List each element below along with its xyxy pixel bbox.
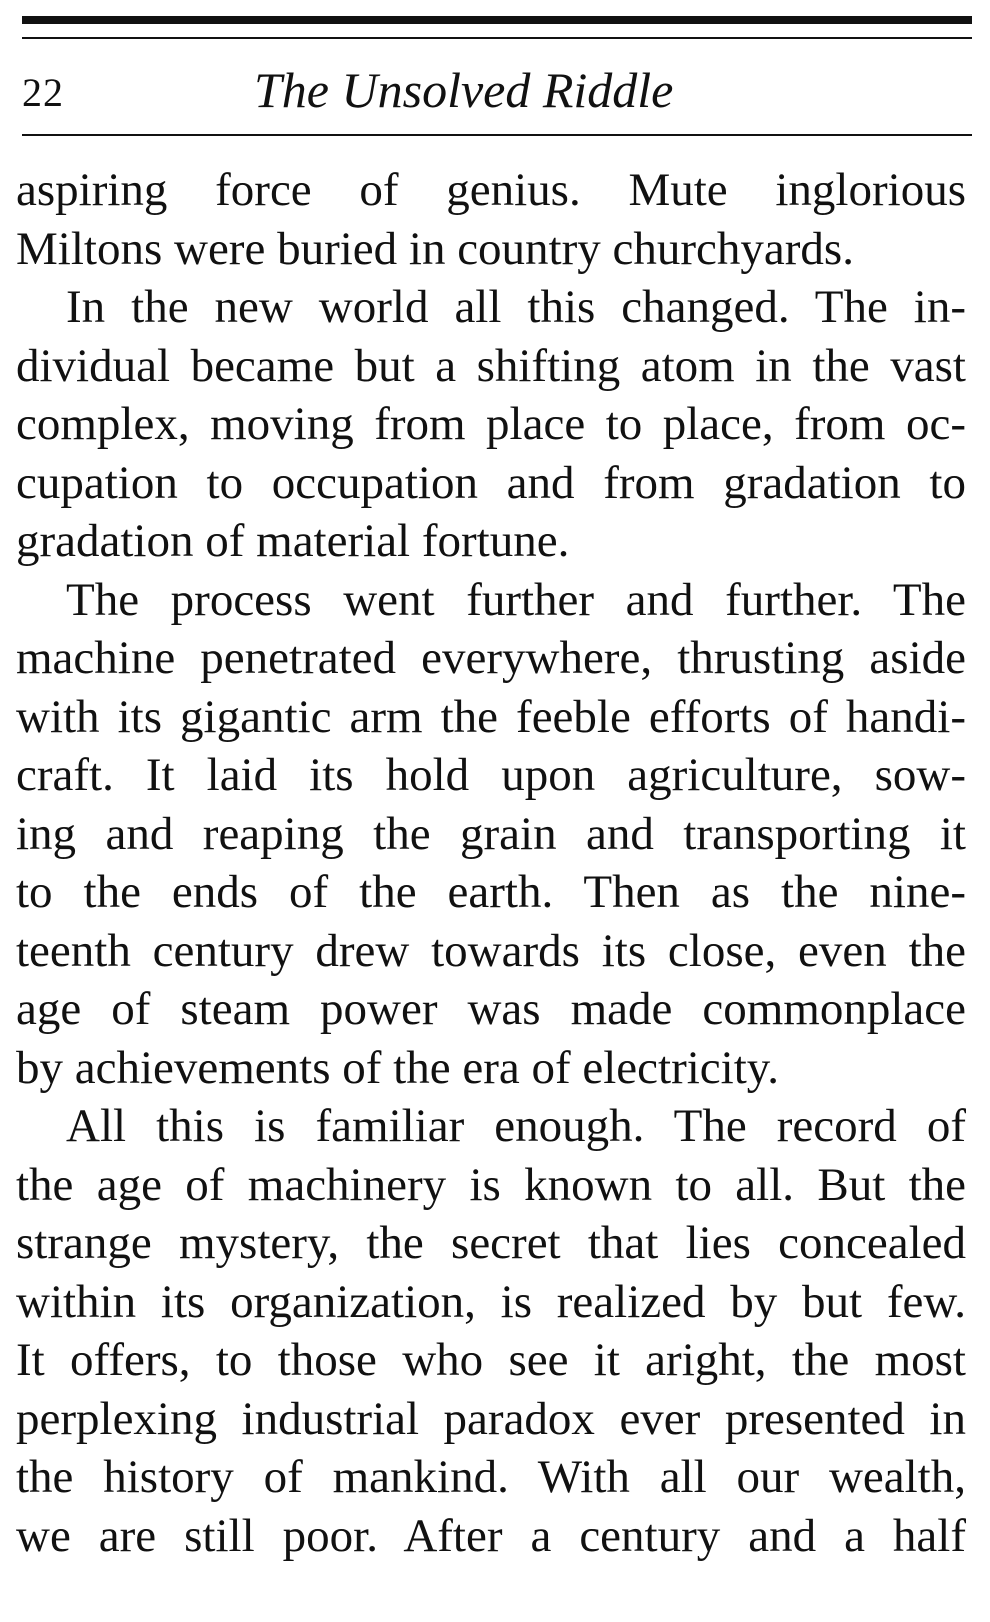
text-line: we are still poor. After a century and a half [16, 1509, 966, 1562]
text-line: gradation of material fortune. [16, 515, 570, 567]
text-line: It offers, to those who see it aright, the most [16, 1334, 966, 1386]
text-line: age of steam power was made commonplace [16, 983, 966, 1035]
text-line: aspiring force of genius. Mute inglorious [16, 164, 966, 216]
text-line: perplexing industrial paradox ever presented in [16, 1392, 966, 1445]
running-title: The Unsolved Riddle [254, 62, 674, 118]
text-line: strange mystery, the secret that lies concealed [16, 1217, 966, 1269]
text-line: craft. It laid its hold upon agriculture, sow- [16, 749, 966, 801]
body-text [16, 161, 966, 1565]
header-rule-thick [22, 16, 972, 24]
text-line: within its organization, is realized by but few. [16, 1275, 966, 1328]
text-line: the age of machinery is known to all. But the [16, 1158, 966, 1211]
text-line: The process went further and further. The [66, 573, 966, 626]
running-head [22, 62, 972, 122]
text-line: Miltons were buried in country churchyards. [16, 222, 854, 275]
header-rule-thin [22, 37, 972, 39]
text-line: complex, moving from place to place, from oc- [16, 398, 966, 450]
page-number: 22 [22, 70, 64, 115]
text-line: to the ends of the earth. Then as the nine- [16, 866, 966, 918]
text-line: with its gigantic arm the feeble efforts of handi- [16, 690, 966, 743]
text-line: machine penetrated everywhere, thrusting aside [16, 632, 966, 684]
text-line: dividual became but a shifting atom in the vast [16, 339, 966, 392]
text-line: In the new world all this changed. The in- [66, 281, 966, 333]
header-rule-bottom [22, 134, 972, 136]
text-line: by achievements of the era of electricity. [16, 1041, 779, 1094]
text-line: All this is familiar enough. The record of [66, 1100, 966, 1152]
text-line: teenth century drew towards its close, even the [16, 924, 966, 977]
text-line: ing and reaping the grain and transporting it [16, 807, 966, 860]
text-line: cupation to occupation and from gradation to [16, 456, 966, 509]
text-line: the history of mankind. With all our wealth, [16, 1451, 966, 1503]
